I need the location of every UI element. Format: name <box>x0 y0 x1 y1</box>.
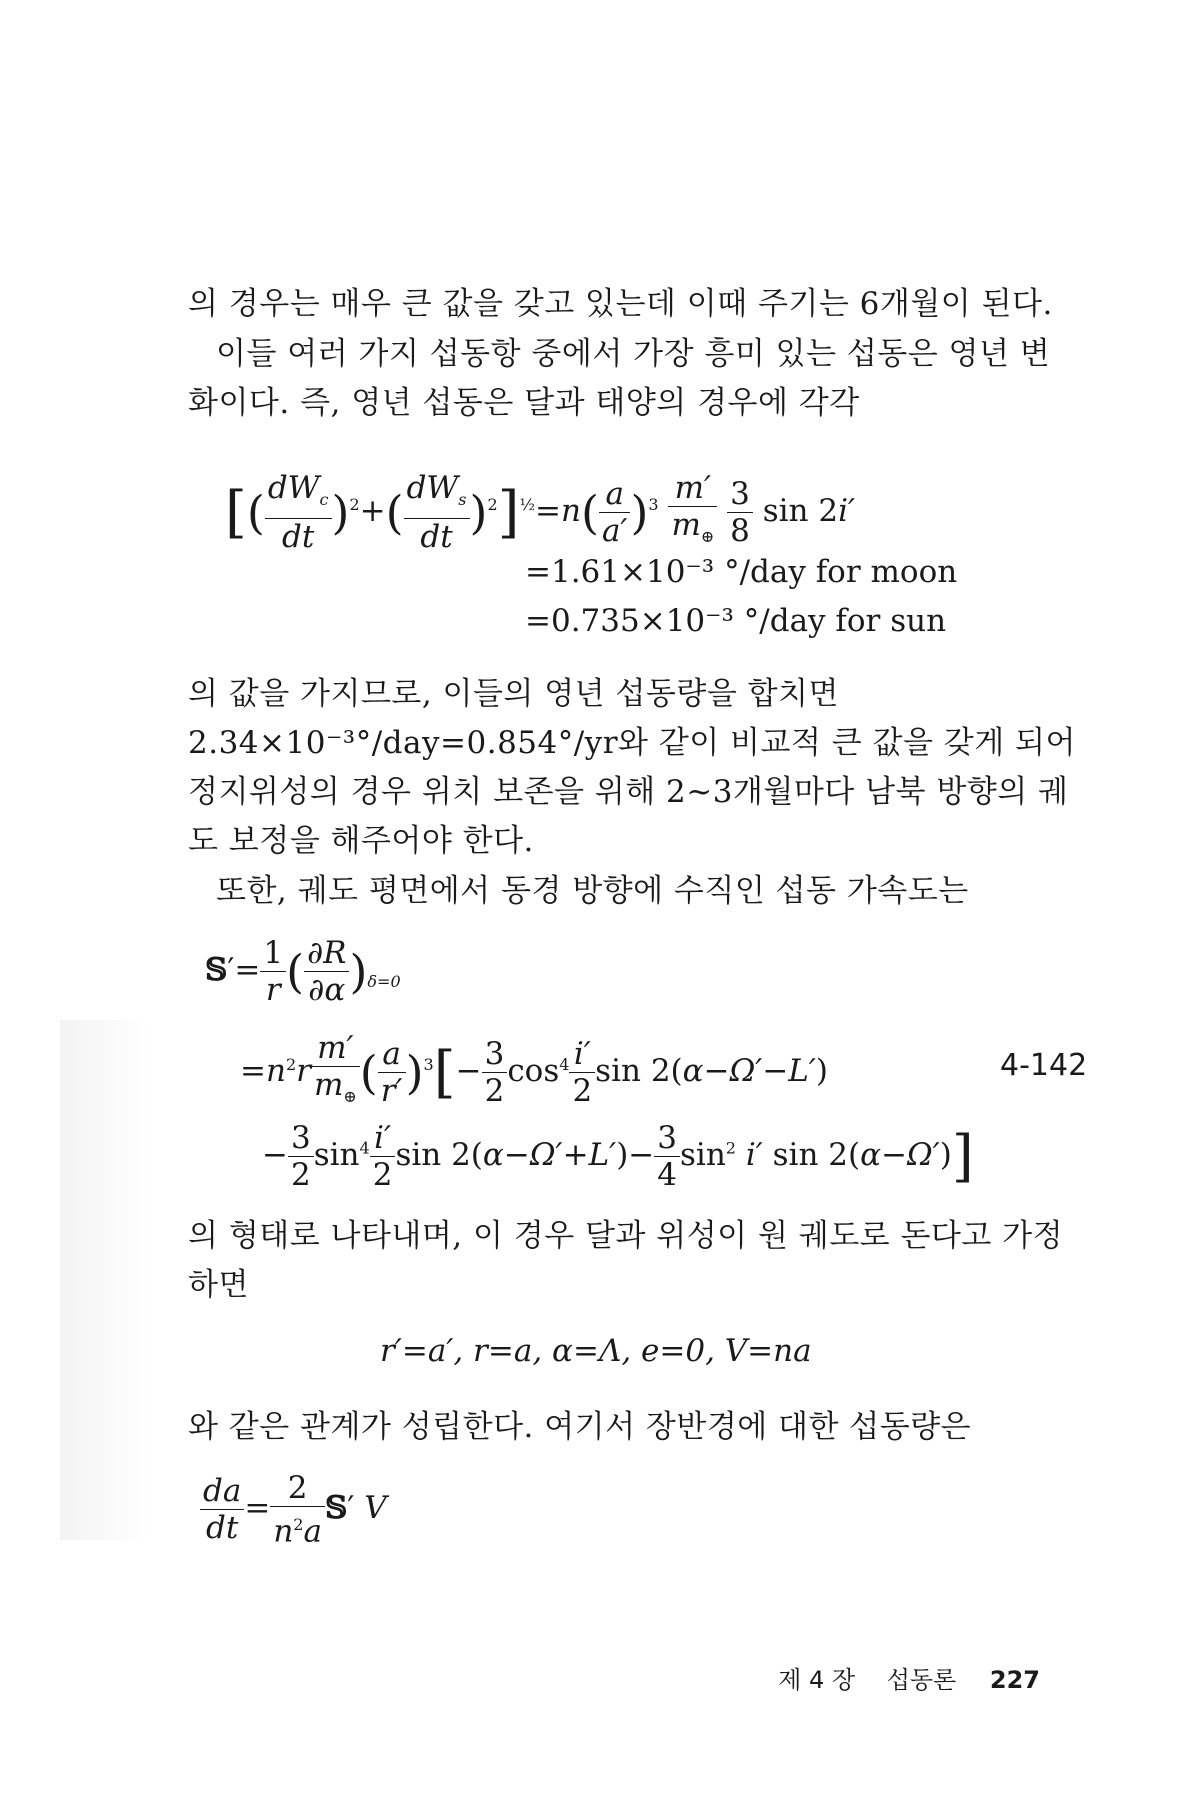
semimajor-axis-equation: $\frac{da}{dt}$ = $\frac{2}{n^2a}$ 𝕊′ V <box>200 1470 387 1549</box>
paragraph-4 <box>188 867 1078 916</box>
paragraph-4-text: 또한, 궤도 평면에서 동경 방향에 수직인 섭동 가속도는 <box>216 873 969 909</box>
paragraph-5-text: 의 형태로 나타내며, 이 경우 달과 위성이 원 궤도로 돈다고 가정하면 <box>188 1218 1064 1303</box>
acceleration-equation-line-3: − $\frac{3}{2}$ $\sin^4$ $\frac{i'}{2}$ sin 2(α−Ω′+L′)− $\frac{3}{4}$ $\sin^2 i'$ sin 2(α−Ω′)] <box>262 1120 974 1193</box>
acceleration-equation-line-1: 𝕊′= $\frac{1}{r}$ ( $\frac{\partial R}{\partial\alpha}$ )$_{\delta=0}$ <box>205 935 401 1008</box>
paragraph-1-text: 의 경우는 매우 큰 값을 갖고 있는데 이때 주기는 6개월이 된다. <box>188 286 1053 322</box>
page-footer <box>778 1660 1040 1695</box>
circular-orbit-relations: r′=a′, r=a, α=Λ, e=0, V=na <box>380 1333 812 1369</box>
paragraph-3 <box>188 670 1078 866</box>
moon-value: =1.61×10⁻³ °/day for moon <box>525 554 958 590</box>
paragraph-1 <box>188 280 1078 329</box>
chapter-title: 섭동론 <box>886 1666 957 1694</box>
paragraph-6-text: 와 같은 관계가 성립한다. 여기서 장반경에 대한 섭동량은 <box>188 1409 972 1445</box>
paragraph-6 <box>188 1403 1078 1452</box>
scan-shadow <box>60 1020 150 1540</box>
equation-number: 4-142 <box>1000 1048 1088 1083</box>
chapter-label: 제 4 장 <box>778 1666 856 1694</box>
paragraph-3-text: 의 값을 가지므로, 이들의 영년 섭동량을 합치면 2.34×10⁻³°/day=0.854°/yr와 같이 비교적 큰 값을 갖게 되어 정지위성의 경우 위치 보존을 위해 2~3개월마다 남북 방향의 궤도 보정을 해주어야 한다. <box>188 676 1076 859</box>
acceleration-equation-line-2: $=n^2r$ $\frac{m'}{m_\oplus}$ ( $\frac{a}{r'}$ )$^3$[− $\frac{3}{2}$ $\cos^4$ $\frac{i'}{2}$ sin 2(α−Ω′−L′) <box>240 1030 829 1110</box>
paragraph-2-text: 이들 여러 가지 섭동항 중에서 가장 흥미 있는 섭동은 영년 변화이다. 즉, 영년 섭동은 달과 태양의 경우에 각각 <box>188 336 1051 421</box>
page-number: 227 <box>989 1666 1040 1694</box>
secular-rate-equation: [( $\frac{dW_c}{dt}$ )$^2$+( $\frac{dW_s}{dt}$ )$^2$]$^{\frac{1}{2}}$=n( $\frac{a}{a'}$ )$^3$ $\frac{m'}{m_\oplus}$ $\frac{3}{8}$ sin 2i′ <box>225 470 856 556</box>
paragraph-2 <box>188 330 1078 428</box>
paragraph-5 <box>188 1212 1078 1310</box>
sun-value: =0.735×10⁻³ °/day for sun <box>525 603 947 639</box>
